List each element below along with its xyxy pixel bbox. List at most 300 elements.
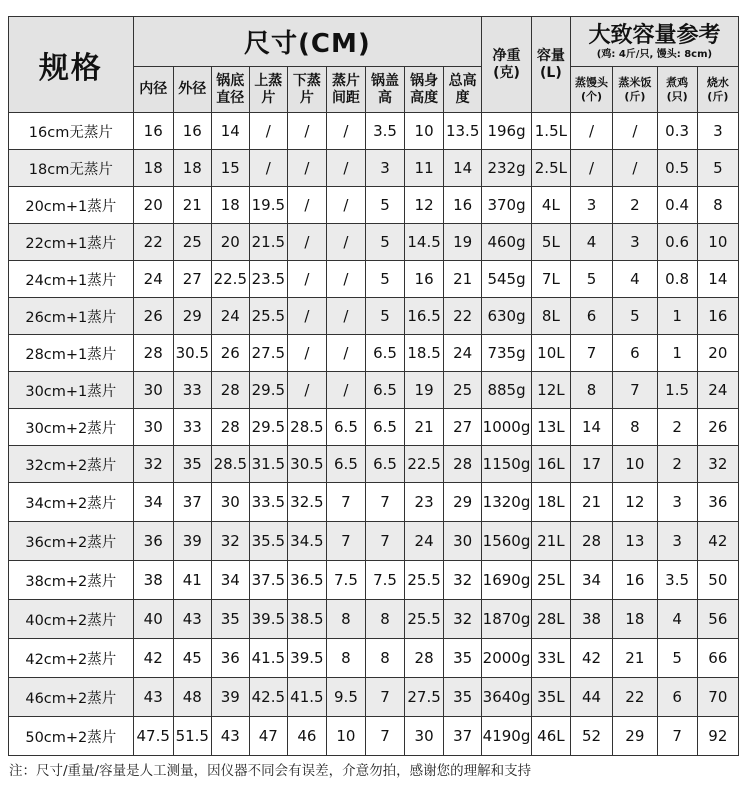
- cell-lower: 34.5: [287, 522, 326, 561]
- cell-chicken: 0.8: [657, 261, 697, 298]
- cell-cap: 46L: [531, 717, 570, 756]
- cell-total: 32: [444, 561, 482, 600]
- cell-spec: 46cm+2蒸片: [9, 678, 134, 717]
- cell-chicken: 0.6: [657, 224, 697, 261]
- cell-lower: /: [287, 150, 326, 187]
- cell-buns: 34: [570, 561, 612, 600]
- cell-body: 18.5: [405, 335, 444, 372]
- cell-inner: 47.5: [133, 717, 173, 756]
- cell-inner: 30: [133, 409, 173, 446]
- cell-outer: 27: [173, 261, 211, 298]
- cell-outer: 37: [173, 483, 211, 522]
- header-lid: 锅盖高: [365, 67, 404, 113]
- header-capacity-label: 容量: [536, 47, 565, 64]
- cell-outer: 18: [173, 150, 211, 187]
- cell-cap: 5L: [531, 224, 570, 261]
- cell-inner: 34: [133, 483, 173, 522]
- cell-chicken: 0.4: [657, 187, 697, 224]
- cell-body: 19: [405, 372, 444, 409]
- cell-weight: 370g: [482, 187, 532, 224]
- cell-chicken: 0.3: [657, 113, 697, 150]
- cell-bottom: 28: [211, 372, 249, 409]
- cell-spacing: /: [326, 372, 365, 409]
- cell-bottom: 20: [211, 224, 249, 261]
- cell-cap: 16L: [531, 446, 570, 483]
- cell-rice: 13: [613, 522, 657, 561]
- cell-chicken: 1: [657, 298, 697, 335]
- cell-body: 12: [405, 187, 444, 224]
- cell-rice: 5: [613, 298, 657, 335]
- cell-bottom: 43: [211, 717, 249, 756]
- cell-water: 92: [697, 717, 738, 756]
- cell-upper: /: [249, 150, 287, 187]
- cell-lid: 6.5: [365, 446, 404, 483]
- cell-lower: 30.5: [287, 446, 326, 483]
- table-row: [9, 522, 739, 561]
- cell-bottom: 28.5: [211, 446, 249, 483]
- cell-chicken: 3.5: [657, 561, 697, 600]
- cell-lid: 5: [365, 187, 404, 224]
- cell-spec: 42cm+2蒸片: [9, 639, 134, 678]
- cell-outer: 45: [173, 639, 211, 678]
- cell-inner: 26: [133, 298, 173, 335]
- cell-spec: 20cm+1蒸片: [9, 187, 134, 224]
- cell-total: 16: [444, 187, 482, 224]
- cell-buns: 17: [570, 446, 612, 483]
- cell-cap: 35L: [531, 678, 570, 717]
- cell-rice: 21: [613, 639, 657, 678]
- header-size-title: 尺寸(CM): [133, 17, 482, 67]
- cell-spacing: /: [326, 113, 365, 150]
- cell-buns: 38: [570, 600, 612, 639]
- cell-cap: 8L: [531, 298, 570, 335]
- cell-lid: 7: [365, 717, 404, 756]
- cell-weight: 630g: [482, 298, 532, 335]
- cell-cap: 28L: [531, 600, 570, 639]
- cell-body: 11: [405, 150, 444, 187]
- cell-chicken: 1: [657, 335, 697, 372]
- cell-lid: 8: [365, 600, 404, 639]
- cell-spacing: /: [326, 187, 365, 224]
- cell-outer: 33: [173, 409, 211, 446]
- cell-lid: 7: [365, 522, 404, 561]
- cell-inner: 22: [133, 224, 173, 261]
- cell-weight: 460g: [482, 224, 532, 261]
- table-row: [9, 224, 739, 261]
- table-header: [9, 17, 739, 113]
- cell-upper: 29.5: [249, 409, 287, 446]
- table-row: [9, 483, 739, 522]
- cell-body: 16.5: [405, 298, 444, 335]
- cell-upper: 19.5: [249, 187, 287, 224]
- cell-bottom: 15: [211, 150, 249, 187]
- cell-cap: 25L: [531, 561, 570, 600]
- header-body: 锅身高度: [405, 67, 444, 113]
- cell-weight: 2000g: [482, 639, 532, 678]
- header-ref-title: 大致容量参考: [588, 22, 721, 48]
- cell-buns: 52: [570, 717, 612, 756]
- cell-lower: 36.5: [287, 561, 326, 600]
- cell-cap: 10L: [531, 335, 570, 372]
- cell-spacing: 6.5: [326, 446, 365, 483]
- footnote: 注：尺寸/重量/容量是人工测量，因仪器不同会有误差，介意勿拍，感谢您的理解和支持: [9, 763, 532, 779]
- cell-inner: 42: [133, 639, 173, 678]
- cell-total: 35: [444, 678, 482, 717]
- cell-lid: 3.5: [365, 113, 404, 150]
- cell-upper: 33.5: [249, 483, 287, 522]
- cell-chicken: 2: [657, 409, 697, 446]
- cell-weight: 885g: [482, 372, 532, 409]
- cell-lower: /: [287, 335, 326, 372]
- cell-water: 14: [697, 261, 738, 298]
- size-spec-table: [8, 16, 739, 756]
- table-row: [9, 446, 739, 483]
- cell-inner: 30: [133, 372, 173, 409]
- cell-body: 25.5: [405, 561, 444, 600]
- cell-water: 10: [697, 224, 738, 261]
- header-net-weight-label: 净重: [492, 47, 521, 64]
- header-buns: 蒸馒头(个): [570, 67, 612, 113]
- cell-upper: 39.5: [249, 600, 287, 639]
- cell-total: 25: [444, 372, 482, 409]
- table-row: [9, 678, 739, 717]
- cell-outer: 39: [173, 522, 211, 561]
- cell-inner: 16: [133, 113, 173, 150]
- cell-weight: 1690g: [482, 561, 532, 600]
- header-net-weight: [482, 17, 532, 113]
- cell-total: 35: [444, 639, 482, 678]
- cell-outer: 51.5: [173, 717, 211, 756]
- cell-body: 25.5: [405, 600, 444, 639]
- header-capacity-unit: (L): [540, 64, 562, 81]
- cell-rice: 8: [613, 409, 657, 446]
- cell-cap: 4L: [531, 187, 570, 224]
- cell-spacing: 8: [326, 639, 365, 678]
- cell-buns: 7: [570, 335, 612, 372]
- cell-chicken: 4: [657, 600, 697, 639]
- cell-spec: 36cm+2蒸片: [9, 522, 134, 561]
- cell-water: 26: [697, 409, 738, 446]
- cell-inner: 38: [133, 561, 173, 600]
- cell-buns: 42: [570, 639, 612, 678]
- cell-lower: 28.5: [287, 409, 326, 446]
- cell-upper: 29.5: [249, 372, 287, 409]
- cell-lid: 7: [365, 678, 404, 717]
- table-row: [9, 561, 739, 600]
- cell-chicken: 2: [657, 446, 697, 483]
- cell-rice: 7: [613, 372, 657, 409]
- header-lower: 下蒸片: [287, 67, 326, 113]
- cell-lower: /: [287, 187, 326, 224]
- header-upper: 上蒸片: [249, 67, 287, 113]
- header-outer: 外径: [173, 67, 211, 113]
- cell-lid: 5: [365, 224, 404, 261]
- cell-spec: 26cm+1蒸片: [9, 298, 134, 335]
- cell-bottom: 24: [211, 298, 249, 335]
- cell-outer: 21: [173, 187, 211, 224]
- cell-spec: 38cm+2蒸片: [9, 561, 134, 600]
- cell-lid: 6.5: [365, 409, 404, 446]
- cell-lower: 46: [287, 717, 326, 756]
- cell-water: 66: [697, 639, 738, 678]
- cell-lower: 38.5: [287, 600, 326, 639]
- cell-rice: 12: [613, 483, 657, 522]
- cell-spacing: 9.5: [326, 678, 365, 717]
- cell-spacing: 6.5: [326, 409, 365, 446]
- cell-bottom: 26: [211, 335, 249, 372]
- table-row: [9, 150, 739, 187]
- cell-buns: 44: [570, 678, 612, 717]
- header-total: 总高度: [444, 67, 482, 113]
- cell-rice: 2: [613, 187, 657, 224]
- cell-spec: 40cm+2蒸片: [9, 600, 134, 639]
- cell-weight: 1150g: [482, 446, 532, 483]
- cell-chicken: 3: [657, 483, 697, 522]
- header-capacity-reference: [570, 17, 738, 67]
- cell-rice: 6: [613, 335, 657, 372]
- cell-total: 29: [444, 483, 482, 522]
- cell-upper: 23.5: [249, 261, 287, 298]
- cell-lid: 3: [365, 150, 404, 187]
- cell-cap: 21L: [531, 522, 570, 561]
- cell-lid: 5: [365, 298, 404, 335]
- table-row: [9, 298, 739, 335]
- cell-total: 21: [444, 261, 482, 298]
- cell-bottom: 32: [211, 522, 249, 561]
- cell-total: 28: [444, 446, 482, 483]
- cell-bottom: 18: [211, 187, 249, 224]
- cell-bottom: 36: [211, 639, 249, 678]
- cell-outer: 48: [173, 678, 211, 717]
- table-row: [9, 187, 739, 224]
- cell-weight: 735g: [482, 335, 532, 372]
- cell-body: 22.5: [405, 446, 444, 483]
- cell-cap: 12L: [531, 372, 570, 409]
- cell-spec: 30cm+2蒸片: [9, 409, 134, 446]
- cell-rice: /: [613, 150, 657, 187]
- cell-rice: 10: [613, 446, 657, 483]
- cell-buns: 3: [570, 187, 612, 224]
- cell-weight: 196g: [482, 113, 532, 150]
- cell-rice: 22: [613, 678, 657, 717]
- cell-lid: 5: [365, 261, 404, 298]
- cell-rice: 18: [613, 600, 657, 639]
- cell-cap: 7L: [531, 261, 570, 298]
- cell-outer: 35: [173, 446, 211, 483]
- cell-rice: 29: [613, 717, 657, 756]
- cell-cap: 2.5L: [531, 150, 570, 187]
- cell-upper: 25.5: [249, 298, 287, 335]
- header-ref-note: (鸡: 4斤/只, 馒头: 8cm): [596, 48, 713, 60]
- cell-outer: 16: [173, 113, 211, 150]
- cell-weight: 1000g: [482, 409, 532, 446]
- cell-outer: 25: [173, 224, 211, 261]
- header-rice: 蒸米饭(斤): [613, 67, 657, 113]
- table-row: [9, 639, 739, 678]
- cell-spec: 30cm+1蒸片: [9, 372, 134, 409]
- cell-lower: /: [287, 298, 326, 335]
- header-spacing: 蒸片间距: [326, 67, 365, 113]
- cell-cap: 1.5L: [531, 113, 570, 150]
- cell-water: 16: [697, 298, 738, 335]
- cell-buns: /: [570, 113, 612, 150]
- cell-water: 42: [697, 522, 738, 561]
- cell-total: 30: [444, 522, 482, 561]
- cell-upper: /: [249, 113, 287, 150]
- cell-lower: /: [287, 113, 326, 150]
- header-water: 烧水(斤): [697, 67, 738, 113]
- cell-spacing: /: [326, 335, 365, 372]
- cell-body: 16: [405, 261, 444, 298]
- cell-lid: 6.5: [365, 335, 404, 372]
- cell-inner: 40: [133, 600, 173, 639]
- cell-rice: 3: [613, 224, 657, 261]
- cell-rice: 4: [613, 261, 657, 298]
- table-row: [9, 600, 739, 639]
- cell-water: 50: [697, 561, 738, 600]
- cell-total: 13.5: [444, 113, 482, 150]
- cell-spacing: 7: [326, 522, 365, 561]
- cell-weight: 1320g: [482, 483, 532, 522]
- cell-inner: 32: [133, 446, 173, 483]
- cell-outer: 41: [173, 561, 211, 600]
- cell-total: 24: [444, 335, 482, 372]
- header-spec: 规格: [9, 17, 134, 113]
- cell-bottom: 28: [211, 409, 249, 446]
- cell-body: 10: [405, 113, 444, 150]
- cell-water: 32: [697, 446, 738, 483]
- cell-spacing: /: [326, 261, 365, 298]
- cell-cap: 18L: [531, 483, 570, 522]
- cell-spacing: /: [326, 150, 365, 187]
- cell-upper: 41.5: [249, 639, 287, 678]
- cell-lower: /: [287, 224, 326, 261]
- cell-spec: 50cm+2蒸片: [9, 717, 134, 756]
- cell-upper: 27.5: [249, 335, 287, 372]
- cell-upper: 21.5: [249, 224, 287, 261]
- cell-body: 30: [405, 717, 444, 756]
- cell-inner: 24: [133, 261, 173, 298]
- cell-lower: /: [287, 372, 326, 409]
- cell-total: 37: [444, 717, 482, 756]
- cell-buns: /: [570, 150, 612, 187]
- cell-lower: /: [287, 261, 326, 298]
- cell-spec: 34cm+2蒸片: [9, 483, 134, 522]
- cell-total: 22: [444, 298, 482, 335]
- header-capacity: [531, 17, 570, 113]
- cell-upper: 31.5: [249, 446, 287, 483]
- cell-buns: 28: [570, 522, 612, 561]
- cell-buns: 4: [570, 224, 612, 261]
- cell-bottom: 39: [211, 678, 249, 717]
- cell-weight: 232g: [482, 150, 532, 187]
- cell-lower: 39.5: [287, 639, 326, 678]
- cell-body: 28: [405, 639, 444, 678]
- cell-lower: 41.5: [287, 678, 326, 717]
- cell-water: 8: [697, 187, 738, 224]
- cell-water: 3: [697, 113, 738, 150]
- cell-body: 24: [405, 522, 444, 561]
- cell-outer: 30.5: [173, 335, 211, 372]
- cell-weight: 4190g: [482, 717, 532, 756]
- cell-spacing: 7.5: [326, 561, 365, 600]
- table-row: [9, 409, 739, 446]
- cell-water: 5: [697, 150, 738, 187]
- cell-weight: 545g: [482, 261, 532, 298]
- cell-water: 56: [697, 600, 738, 639]
- cell-inner: 20: [133, 187, 173, 224]
- cell-buns: 8: [570, 372, 612, 409]
- cell-weight: 3640g: [482, 678, 532, 717]
- cell-inner: 36: [133, 522, 173, 561]
- cell-chicken: 0.5: [657, 150, 697, 187]
- cell-spec: 22cm+1蒸片: [9, 224, 134, 261]
- cell-cap: 33L: [531, 639, 570, 678]
- cell-spacing: /: [326, 298, 365, 335]
- cell-bottom: 22.5: [211, 261, 249, 298]
- table-row: [9, 335, 739, 372]
- cell-chicken: 3: [657, 522, 697, 561]
- cell-lid: 6.5: [365, 372, 404, 409]
- cell-spacing: 10: [326, 717, 365, 756]
- cell-upper: 37.5: [249, 561, 287, 600]
- cell-lid: 7: [365, 483, 404, 522]
- cell-body: 21: [405, 409, 444, 446]
- cell-buns: 5: [570, 261, 612, 298]
- cell-spec: 16cm无蒸片: [9, 113, 134, 150]
- cell-bottom: 34: [211, 561, 249, 600]
- table-body: [9, 113, 739, 756]
- cell-rice: /: [613, 113, 657, 150]
- table-row: [9, 372, 739, 409]
- header-bottom: 锅底直径: [211, 67, 249, 113]
- cell-spec: 28cm+1蒸片: [9, 335, 134, 372]
- cell-water: 20: [697, 335, 738, 372]
- cell-total: 32: [444, 600, 482, 639]
- cell-chicken: 1.5: [657, 372, 697, 409]
- cell-cap: 13L: [531, 409, 570, 446]
- cell-spec: 24cm+1蒸片: [9, 261, 134, 298]
- cell-chicken: 5: [657, 639, 697, 678]
- cell-lid: 7.5: [365, 561, 404, 600]
- cell-buns: 6: [570, 298, 612, 335]
- cell-total: 27: [444, 409, 482, 446]
- table-row: [9, 717, 739, 756]
- header-chicken: 煮鸡(只): [657, 67, 697, 113]
- cell-bottom: 14: [211, 113, 249, 150]
- cell-spacing: 8: [326, 600, 365, 639]
- spec-table-wrapper: [8, 16, 739, 756]
- cell-water: 24: [697, 372, 738, 409]
- cell-weight: 1870g: [482, 600, 532, 639]
- cell-lower: 32.5: [287, 483, 326, 522]
- cell-buns: 14: [570, 409, 612, 446]
- cell-water: 70: [697, 678, 738, 717]
- cell-inner: 28: [133, 335, 173, 372]
- cell-inner: 18: [133, 150, 173, 187]
- cell-water: 36: [697, 483, 738, 522]
- cell-inner: 43: [133, 678, 173, 717]
- cell-outer: 29: [173, 298, 211, 335]
- header-net-weight-unit: (克): [493, 64, 520, 81]
- cell-body: 23: [405, 483, 444, 522]
- cell-weight: 1560g: [482, 522, 532, 561]
- cell-chicken: 6: [657, 678, 697, 717]
- cell-total: 14: [444, 150, 482, 187]
- cell-rice: 16: [613, 561, 657, 600]
- cell-spec: 32cm+2蒸片: [9, 446, 134, 483]
- cell-bottom: 30: [211, 483, 249, 522]
